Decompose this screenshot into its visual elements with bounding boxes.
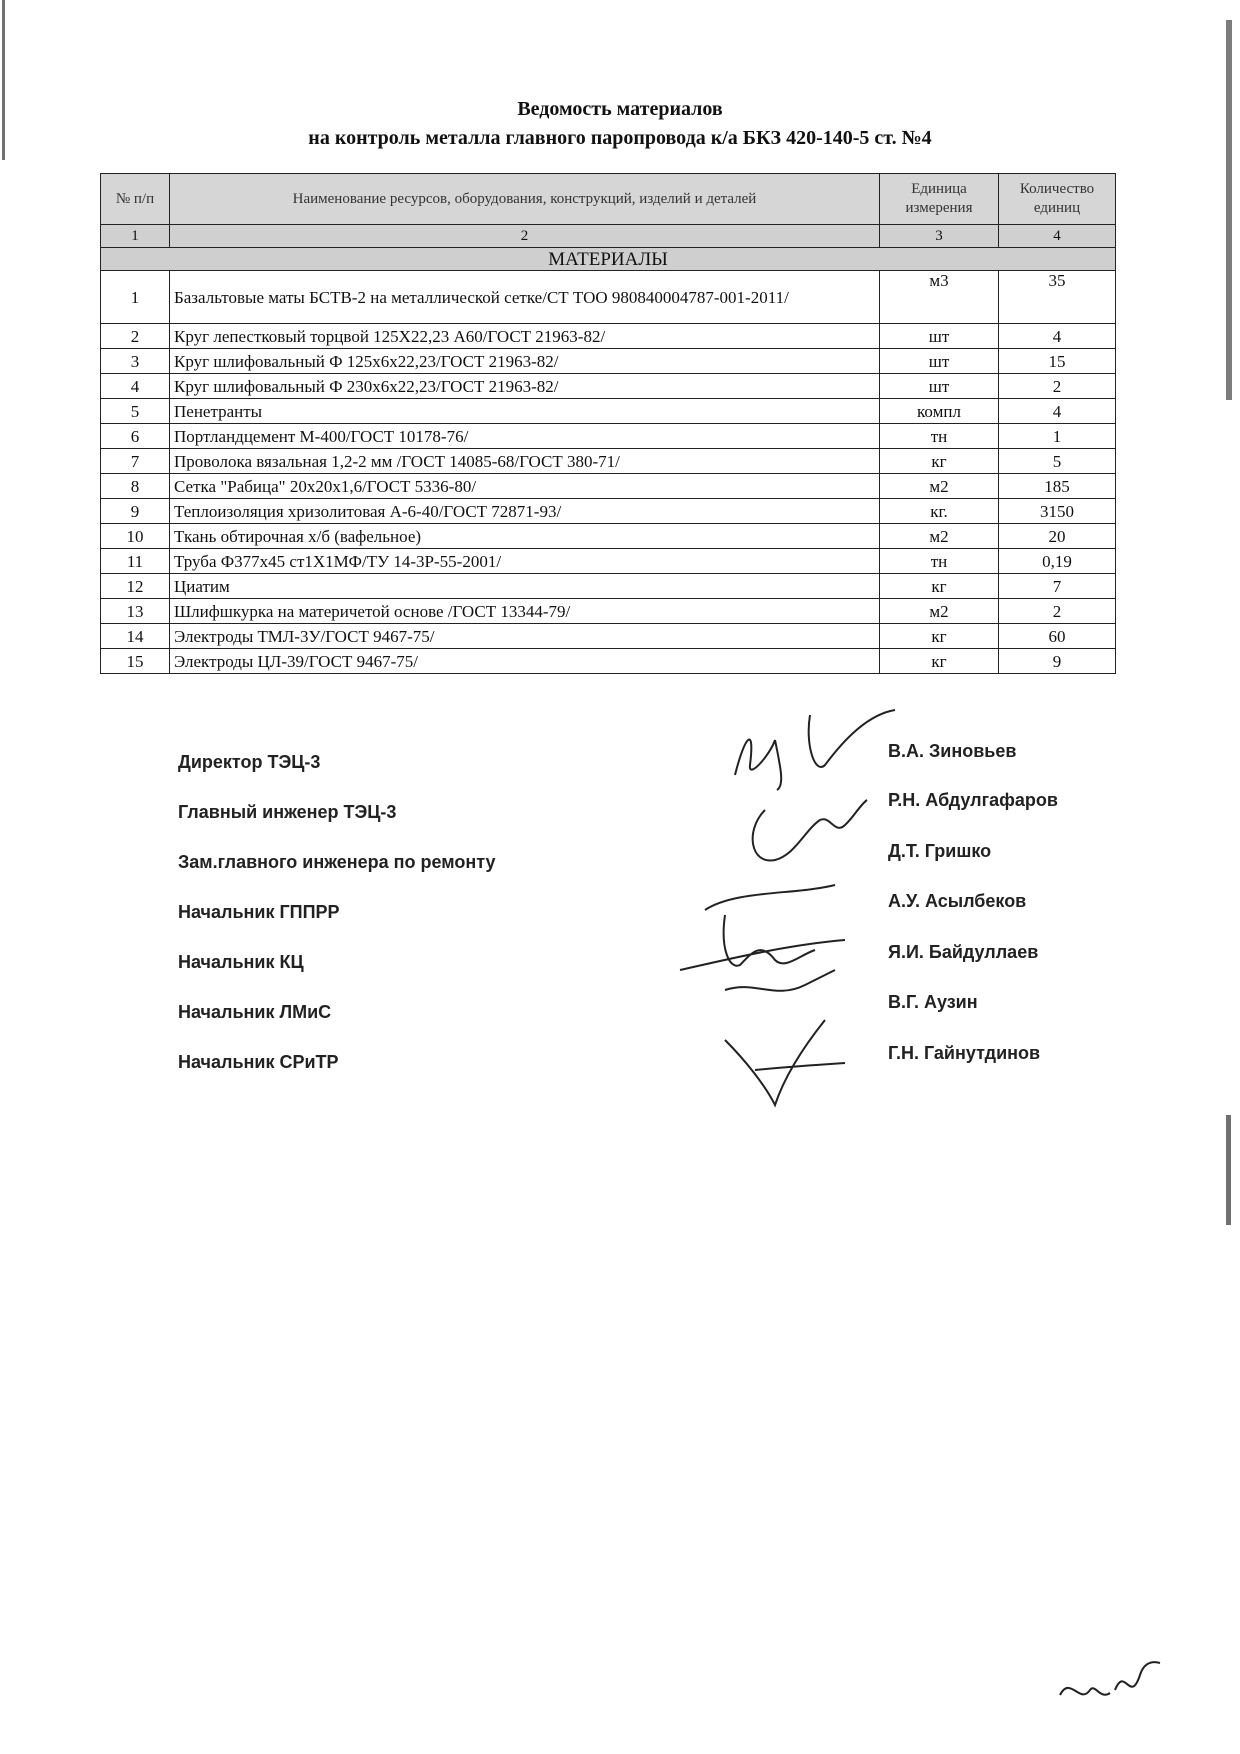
header-num: № п/п: [101, 174, 170, 225]
column-number: 3: [880, 225, 999, 248]
material-name: Электроды ЦЛ-39/ГОСТ 9467-75/: [170, 649, 880, 674]
row-number: 9: [101, 499, 170, 524]
header-unit: Единица измерения: [880, 174, 999, 225]
material-name: Электроды ТМЛ-3У/ГОСТ 9467-75/: [170, 624, 880, 649]
material-name: Круг шлифовальный Ф 125х6х22,23/ГОСТ 21963-82/: [170, 349, 880, 374]
column-number: 4: [999, 225, 1116, 248]
table-row: [101, 599, 1116, 624]
quantity-cell: 185: [999, 474, 1116, 499]
row-number: 5: [101, 399, 170, 424]
quantity-cell: 35: [999, 271, 1116, 324]
header-name: Наименование ресурсов, оборудования, конструкций, изделий и деталей: [170, 174, 880, 225]
quantity-cell: 2: [999, 374, 1116, 399]
signatory-role: Директор ТЭЦ-3: [178, 752, 321, 772]
table-row: [101, 449, 1116, 474]
row-number: 10: [101, 524, 170, 549]
row-number: 14: [101, 624, 170, 649]
table-row: [101, 399, 1116, 424]
table-row: [101, 649, 1116, 674]
row-number: 15: [101, 649, 170, 674]
column-number-row: [101, 225, 1116, 248]
signatory-role: Начальник СРиТР: [178, 1052, 339, 1072]
unit-cell: кг: [880, 574, 999, 599]
signatory-name: Р.Н. Абдулгафаров: [888, 790, 1058, 810]
document-title: Ведомость материалов: [517, 98, 723, 120]
table-body: [101, 225, 1116, 674]
quantity-cell: 7: [999, 574, 1116, 599]
material-name: Круг шлифовальный Ф 230х6х22,23/ГОСТ 21963-82/: [170, 374, 880, 399]
quantity-cell: 3150: [999, 499, 1116, 524]
row-number: 11: [101, 549, 170, 574]
quantity-cell: 9: [999, 649, 1116, 674]
unit-cell: м2: [880, 474, 999, 499]
material-name: Круг лепестковый торцвой 125Х22,23 А60/ГОСТ 21963-82/: [170, 324, 880, 349]
unit-cell: шт: [880, 349, 999, 374]
unit-cell: кг: [880, 449, 999, 474]
signatory-name: А.У. Асылбеков: [888, 891, 1027, 911]
materials-table: [100, 173, 1116, 674]
unit-cell: кг: [880, 649, 999, 674]
header-qty: Количество единиц: [999, 174, 1116, 225]
quantity-cell: 20: [999, 524, 1116, 549]
material-name: Циатим: [170, 574, 880, 599]
row-number: 3: [101, 349, 170, 374]
section-row: [101, 248, 1116, 271]
row-number: 1: [101, 271, 170, 324]
signatory-role: Зам.главного инженера по ремонту: [178, 852, 496, 872]
signatory-role: Начальник КЦ: [178, 952, 304, 972]
table-row: [101, 624, 1116, 649]
material-name: Ткань обтирочная х/б (вафельное): [170, 524, 880, 549]
table-row: [101, 374, 1116, 399]
signatory-role: Начальник ГППРР: [178, 902, 340, 922]
signatory-name: Я.И. Байдуллаев: [888, 942, 1039, 962]
table-header-row: [101, 174, 1116, 225]
unit-cell: м2: [880, 599, 999, 624]
document-subtitle: на контроль металла главного паропровода к/а БКЗ 420-140-5 ст. №4: [308, 127, 932, 149]
table-row: [101, 574, 1116, 599]
unit-cell: тн: [880, 549, 999, 574]
signature-icon: [735, 790, 875, 880]
table-row: [101, 324, 1116, 349]
signature-icon: [665, 870, 865, 1020]
signature-icon: [715, 1015, 855, 1115]
material-name: Шлифшкурка на материчетой основе /ГОСТ 13344-79/: [170, 599, 880, 624]
signatory-name: В.Г. Аузин: [888, 992, 978, 1012]
signatory-name: В.А. Зиновьев: [888, 741, 1017, 761]
table-row: [101, 549, 1116, 574]
column-number: 1: [101, 225, 170, 248]
material-name: Базальтовые маты БСТВ-2 на металлической сетке/СТ ТОО 980840004787-001-2011/: [170, 271, 880, 324]
material-name: Труба Ф377х45 ст1Х1МФ/ТУ 14-3Р-55-2001/: [170, 549, 880, 574]
unit-cell: м2: [880, 524, 999, 549]
row-number: 13: [101, 599, 170, 624]
quantity-cell: 60: [999, 624, 1116, 649]
unit-cell: кг: [880, 624, 999, 649]
material-name: Пенетранты: [170, 399, 880, 424]
unit-cell: шт: [880, 324, 999, 349]
quantity-cell: 0,19: [999, 549, 1116, 574]
row-number: 4: [101, 374, 170, 399]
row-number: 6: [101, 424, 170, 449]
quantity-cell: 1: [999, 424, 1116, 449]
quantity-cell: 4: [999, 399, 1116, 424]
signatory-role: Начальник ЛМиС: [178, 1002, 332, 1022]
section-title: МАТЕРИАЛЫ: [101, 248, 1116, 271]
row-number: 2: [101, 324, 170, 349]
unit-cell: м3: [880, 271, 999, 324]
quantity-cell: 5: [999, 449, 1116, 474]
unit-cell: компл: [880, 399, 999, 424]
signature-icon: [715, 705, 905, 795]
unit-cell: шт: [880, 374, 999, 399]
table-row: [101, 424, 1116, 449]
signatory-role: Главный инженер ТЭЦ-3: [178, 802, 397, 822]
scan-edge-right: [1226, 20, 1232, 400]
unit-cell: кг.: [880, 499, 999, 524]
material-name: Сетка "Рабица" 20х20х1,6/ГОСТ 5336-80/: [170, 474, 880, 499]
handwritten-initials-icon: [1055, 1655, 1165, 1715]
material-name: Портландцемент М-400/ГОСТ 10178-76/: [170, 424, 880, 449]
quantity-cell: 4: [999, 324, 1116, 349]
material-name: Проволока вязальная 1,2-2 мм /ГОСТ 14085-68/ГОСТ 380-71/: [170, 449, 880, 474]
scan-edge-right-2: [1226, 1115, 1231, 1225]
table-row: [101, 349, 1116, 374]
material-name: Теплоизоляция хризолитовая А-6-40/ГОСТ 72871-93/: [170, 499, 880, 524]
table-row: [101, 524, 1116, 549]
table-row: [101, 271, 1116, 324]
unit-cell: тн: [880, 424, 999, 449]
row-number: 8: [101, 474, 170, 499]
row-number: 7: [101, 449, 170, 474]
signatory-name: Д.Т. Гришко: [888, 841, 992, 861]
quantity-cell: 15: [999, 349, 1116, 374]
row-number: 12: [101, 574, 170, 599]
column-number: 2: [170, 225, 880, 248]
quantity-cell: 2: [999, 599, 1116, 624]
table-row: [101, 499, 1116, 524]
signatory-name: Г.Н. Гайнутдинов: [888, 1043, 1041, 1063]
table-row: [101, 474, 1116, 499]
